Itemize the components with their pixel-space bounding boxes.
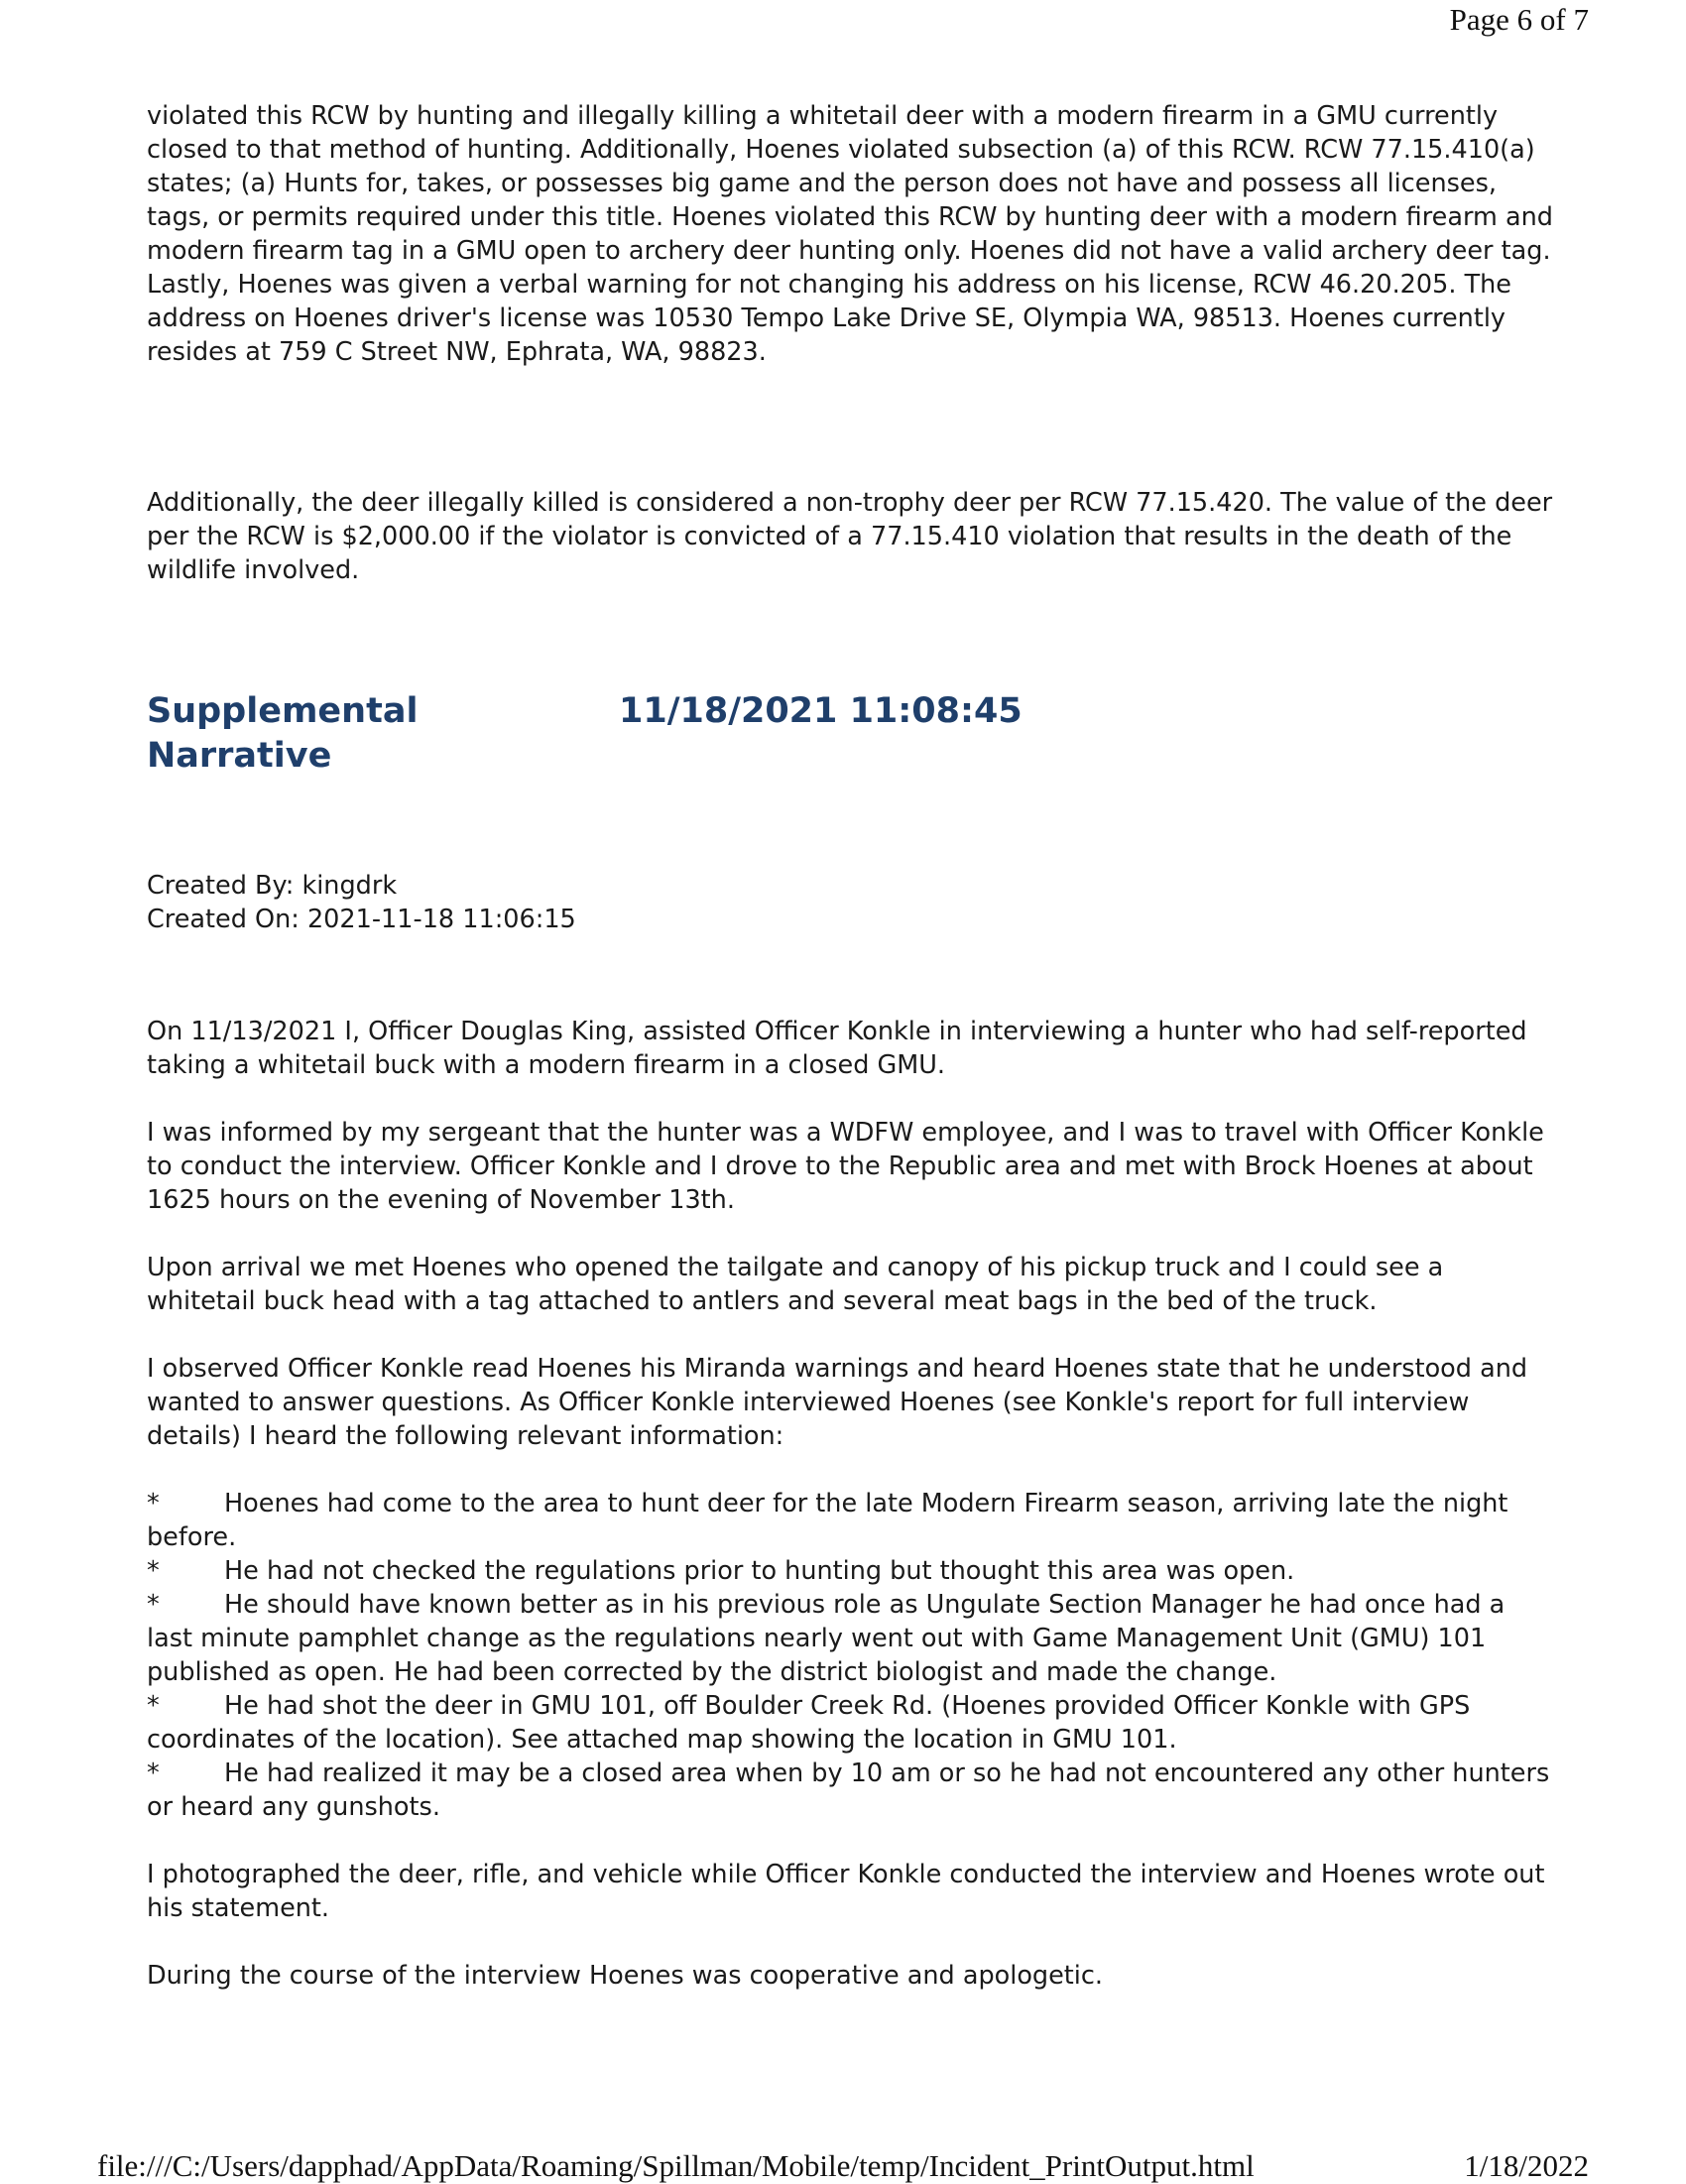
bullet-marker: * [147, 1759, 160, 1788]
narrative-paragraph: violated this RCW by hunting and illegally killing a whitetail deer with a modern firearm in a GMU currently closed to that method of hunting. Additionally, Hoenes violated subsection (a) of this RCW. RCW 77.15.410(a) states; (a) Hunts for, takes, or possesses big game and the person does not have and possess all licenses, tags, or permits required under this title. Hoenes violated this RCW by hunting deer with a modern firearm and modern firearm tag in a GMU open to archery deer hunting only. Hoenes did not have a valid archery deer tag. Lastly, Hoenes was given a verbal warning for not changing his address on his license, RCW 46.20.205. The address on Hoenes driver's license was 10530 Tempo Lake Drive SE, Olympia WA, 98513. Hoenes currently resides at 759 C Street NW, Ephrata, WA, 98823. [147, 101, 1553, 367]
supplemental-narrative-heading [147, 689, 1555, 779]
created-by: Created By: kingdrk [147, 871, 398, 901]
bullet-text: He should have known better as in his previous role as Ungulate Section Manager he had once had a last minute pamphlet change as the regulations nearly went out with Game Management Unit (GMU) 101 published as open. He had been corrected by the district biologist and made the change. [147, 1590, 1505, 1687]
bullet-marker: * [147, 1691, 160, 1721]
supplemental-paragraph: I was informed by my sergeant that the hunter was a WDFW employee, and I was to travel with Officer Konkle to conduct the interview. Officer Konkle and I drove to the Republic area and met with Brock Hoenes at about 1625 hours on the evening of November 13th. [147, 1118, 1544, 1215]
supplemental-paragraph: I observed Officer Konkle read Hoenes his Miranda warnings and heard Hoenes state that he understood and wanted to answer questions. As Officer Konkle interviewed Hoenes (see Konkle's report for full interview details) I heard the following relevant information: [147, 1354, 1528, 1451]
section-title [147, 689, 619, 779]
bullet-list [147, 1487, 1555, 1824]
bullet-item [147, 1554, 1555, 1588]
section-title-line: Narrative [147, 736, 332, 776]
bullet-text: He had not checked the regulations prior to hunting but thought this area was open. [224, 1556, 1295, 1586]
bullet-item [147, 1689, 1555, 1757]
bullet-item [147, 1757, 1555, 1824]
bullet-marker: * [147, 1489, 160, 1518]
bullet-marker: * [147, 1590, 160, 1620]
bullet-text: He had shot the deer in GMU 101, off Boulder Creek Rd. (Hoenes provided Officer Konkle with GPS coordinates of the location). See attached map showing the location in GMU 101. [147, 1691, 1471, 1755]
bullet-marker: * [147, 1556, 160, 1586]
created-on: Created On: 2021-11-18 11:06:15 [147, 905, 576, 934]
document-body [147, 99, 1555, 1993]
print-footer [97, 2148, 1589, 2184]
bullet-item [147, 1588, 1555, 1689]
section-title-line: Supplemental [147, 691, 419, 731]
narrative-paragraph: Additionally, the deer illegally killed is considered a non-trophy deer per RCW 77.15.420. The value of the deer per the RCW is $2,000.00 if the violator is convicted of a 77.15.410 violation that results in the death of the wildlife involved. [147, 488, 1553, 585]
supplemental-paragraph: I photographed the deer, rifle, and vehicle while Officer Konkle conducted the interview and Hoenes wrote out his statement. [147, 1860, 1545, 1923]
supplemental-paragraph: Upon arrival we met Hoenes who opened the tailgate and canopy of his pickup truck and I could see a whitetail buck head with a tag attached to antlers and several meat bags in the bed of the truck. [147, 1253, 1444, 1316]
created-metadata [147, 869, 1555, 936]
supplemental-paragraph: During the course of the interview Hoenes was cooperative and apologetic. [147, 1961, 1104, 1991]
footer-date: 1/18/2022 [1464, 2148, 1589, 2183]
section-datetime: 11/18/2021 11:08:45 [619, 691, 1023, 731]
page-number: Page 6 of 7 [1449, 2, 1589, 37]
footer-file-path: file:///C:/Users/dapphad/AppData/Roaming/Spillman/Mobile/temp/Incident_PrintOutput.html [97, 2148, 1255, 2183]
bullet-text: Hoenes had come to the area to hunt deer for the late Modern Firearm season, arriving late the night before. [147, 1489, 1508, 1552]
bullet-text: He had realized it may be a closed area when by 10 am or so he had not encountered any other hunters or heard any gunshots. [147, 1759, 1550, 1822]
supplemental-paragraph: On 11/13/2021 I, Officer Douglas King, assisted Officer Konkle in interviewing a hunter who had self-reported taking a whitetail buck with a modern firearm in a closed GMU. [147, 1017, 1527, 1080]
bullet-item [147, 1487, 1555, 1554]
